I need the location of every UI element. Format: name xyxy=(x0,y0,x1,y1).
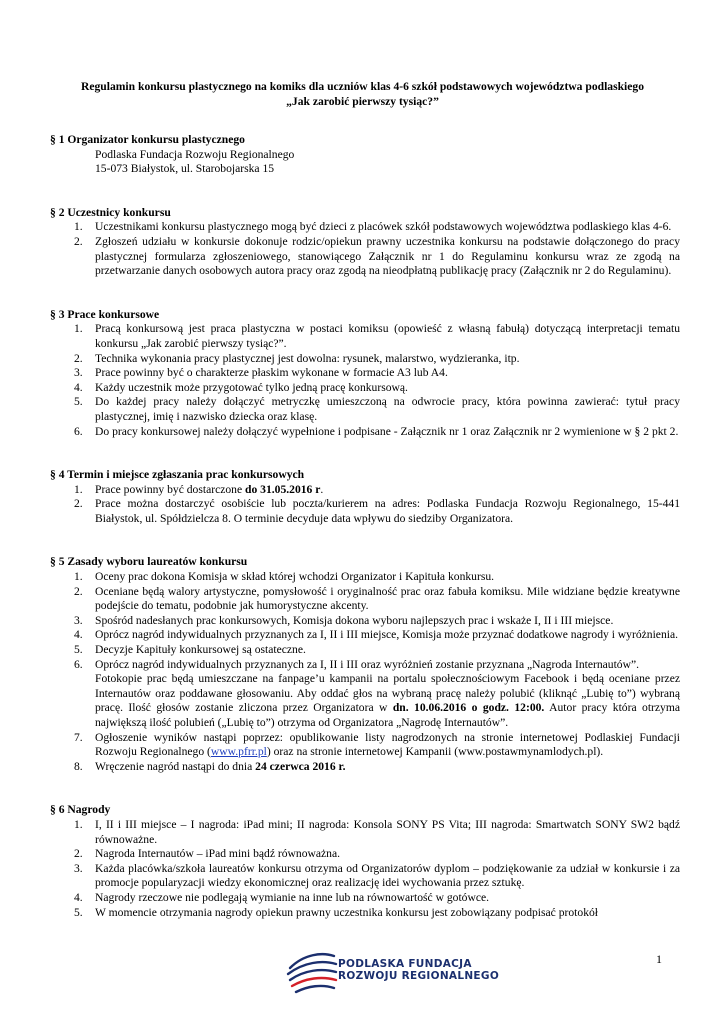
section-heading: § 5 Zasady wyboru laureatów konkursu xyxy=(50,555,248,569)
page-number: 1 xyxy=(656,952,662,966)
vote-deadline: dn. 10.06.2016 o godz. 12:00. xyxy=(392,701,545,715)
list-item: 8. Wręczenie nagród nastąpi do dnia 24 czerwca 2016 r. xyxy=(74,759,346,773)
title-line-1: Regulamin konkursu plastycznego na komiks dla uczniów klas 4-6 szkół podstawowych województwa podlaskiego xyxy=(80,80,645,93)
list-item: 1. Uczestnikami konkursu plastycznego mogą być dzieci z placówek szkół podstawowych województwa podlaskiego klas 4-6. xyxy=(74,220,672,234)
list-item: 4. Każdy uczestnik może przygotować tylko jedną pracę konkursową. xyxy=(74,380,408,394)
list-item: 6. Do pracy konkursowej należy dołączyć wypełnione i podpisane - Załącznik nr 1 oraz Załącznik nr 2 wymienione w § 2 pkt 2. xyxy=(74,424,679,438)
list-item: 3. Prace powinny być o charakterze płaskim wykonane w formacie A3 lub A4. xyxy=(74,366,448,380)
title-line-2: „Jak zarobić pierwszy tysiąc?” xyxy=(286,95,439,108)
section-prizes xyxy=(50,803,680,920)
section-heading: § 1 Organizator konkursu plastycznego xyxy=(50,133,245,146)
section-works xyxy=(50,308,680,439)
section-heading: § 2 Uczestnicy konkursu xyxy=(50,205,171,219)
list-item: 3. Każda placówka/szkoła laureatów konkursu otrzyma od Organizatorów dyplom – podziękowanie za udział w konkursie i za promocje popularyzacji wiedzy ekonomicznej oraz realizację idei wychowania przez sztukę. xyxy=(74,861,680,890)
list-item: 5. Do każdej pracy należy dołączyć metryczkę umieszczoną na odwrocie pracy, która powinna zawierać: tytuł pracy plastycznej, imię i nazwisko dziecka oraz klasę. xyxy=(74,395,680,423)
list-item: 4. Nagrody rzeczowe nie podlegają wymianie na inne lub na równowartość w gotówce. xyxy=(74,890,490,904)
section-deadline xyxy=(50,468,680,526)
list-item: 5. W momencie otrzymania nagrody opiekun prawny uczestnika konkursu jest zobowiązany podpisać protokół xyxy=(74,905,599,919)
section-heading: § 6 Nagrody xyxy=(50,803,111,817)
list-item: 2. Prace można dostarczyć osobiście lub poczta/kurierem na adres: Podlaska Fundacja Rozwoju Regionalnego, 15-441 Białystok, ul. Spółdzielcza 8. O terminie decyduje data wpływu do siedziby Organizatora. xyxy=(74,497,680,525)
award-date: 24 czerwca 2016 r. xyxy=(255,759,346,773)
section-participants xyxy=(50,206,680,279)
list-item: 2. Nagroda Internautów – iPad mini bądź równoważna. xyxy=(74,847,341,861)
list-item: 2. Zgłoszeń udziału w konkursie dokonuje rodzic/opiekun prawny uczestnika konkursu na podstawie dołączonego do pracy plastycznej formularza zgłoszeniowego, stanowiącego Załącznik nr 1 do Regulaminu konkursu wraz ze zgodą na przetwarzanie danych osobowych autora pracy oraz zgodą na nieodpłatną publikację pracy (Załącznik nr 2 do Regulaminu). xyxy=(74,234,680,278)
list-item: 1. I, II i III miejsce – I nagroda: iPad mini; II nagroda: Konsola SONY PS Vita; III nagroda: Smartwatch SONY SW2 bądź równoważne. xyxy=(74,817,680,846)
list-item: 5. Decyzje Kapituły konkursowej są ostateczne. xyxy=(74,643,306,657)
list-item: 3. Spośród nadesłanych prac konkursowych, Komisja dokona wyboru najlepszych prac i wskaże I, II i III miejsce. xyxy=(74,613,614,627)
document-title xyxy=(50,79,675,109)
section-heading: § 3 Prace konkursowe xyxy=(50,307,160,321)
section-organizer xyxy=(50,133,680,177)
section-heading: § 4 Termin i miejsce zgłaszania prac konkursowych xyxy=(50,468,305,482)
list-item: 1. Prace powinny być dostarczone do 31.05.2016 r. xyxy=(74,482,324,496)
list-item: 6. Oprócz nagród indywidualnych przyznanych za I, II i III oraz wyróżnień zostanie przyznana „Nagroda Internautów”. Fotokopie prac będą umieszczane na fanpage’u kampanii na portalu społecznościowym Facebook i będą oceniane przez Internautów oraz poddawane głosowaniu. Aby oddać głos na wybraną pracę należy polubić (kliknąć „Lubię to”) wybraną pracę. Ilość głosów zostanie zliczona przez Organizatora w dn. 10.06.2016 o godz. 12:00. Autor pracy która otrzyma największą ilość polubień („Lubię to”) otrzyma od Organizatora „Nagrodę Internautów”. xyxy=(74,657,681,729)
pfrr-link[interactable]: www.pfrr.pl xyxy=(210,745,267,759)
document-body xyxy=(50,133,680,920)
section-selection-rules xyxy=(50,555,680,774)
deadline-date: do 31.05.2016 r xyxy=(245,482,321,496)
list-item: 2. Technika wykonania pracy plastycznej jest dowolna: rysunek, malarstwo, wydzieranka, itp. xyxy=(74,351,520,365)
organizer-address: 15-073 Białystok, ul. Starobojarska 15 xyxy=(95,162,275,176)
list-item: 2. Oceniane będą walory artystyczne, pomysłowość i oryginalność prac oraz fabuła komiksu. Mile widziane będzie kreatywne podejście do tematu, podobnie jak humorystyczne akcenty. xyxy=(74,584,680,613)
list-item: 7. Ogłoszenie wyników nastąpi poprzez: opublikowanie listy nagrodzonych na stronie internetowej Podlaskiej Fundacji Rozwoju Regionalnego (www.pfrr.pl) oraz na stronie internetowej Kampanii (www.postawmynamlodych.pl). xyxy=(74,730,680,759)
foundation-logo-text: PODLASKA FUNDACJA ROZWOJU REGIONALNEGO xyxy=(338,958,500,982)
list-item: 1. Pracą konkursową jest praca plastyczna w postaci komiksu (opowieść z własną fabułą) dotyczącą interpretacji tematu konkursu „Jak zarobić pierwszy tysiąc?”. xyxy=(74,322,680,350)
organizer-name: Podlaska Fundacja Rozwoju Regionalnego xyxy=(95,147,295,161)
list-item: 4. Oprócz nagród indywidualnych przyznanych za I, II i III miejsce, Komisja może przyznać dodatkowe nagrody i wyróżnienia. xyxy=(74,628,679,642)
list-item: 1. Oceny prac dokona Komisja w skład której wchodzi Organizator i Kapituła konkursu. xyxy=(74,570,495,584)
